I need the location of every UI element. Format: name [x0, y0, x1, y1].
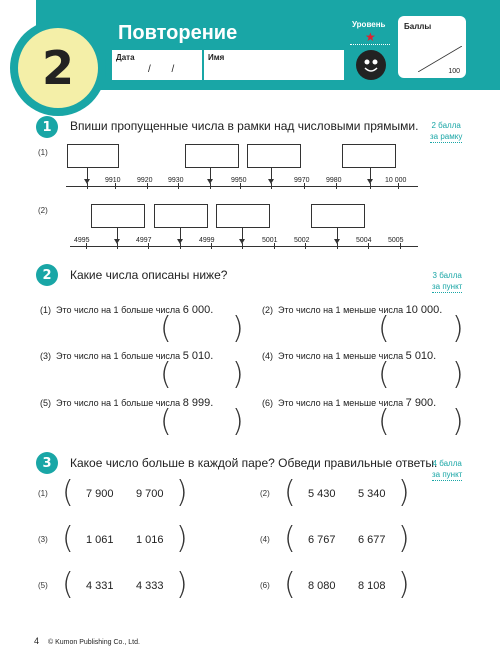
level-face-icon — [356, 50, 386, 80]
tick-label: 4995 — [74, 237, 90, 244]
pointer-arrow — [242, 228, 243, 240]
tick-mark — [337, 243, 338, 249]
tick-mark — [271, 183, 272, 189]
choice-number[interactable]: 6 677 — [358, 534, 386, 546]
choice-number[interactable]: 1 016 — [136, 534, 164, 546]
tick-label: 9950 — [231, 177, 247, 184]
copyright: © Kumon Publishing Co., Ltd. — [48, 639, 140, 646]
tick-mark — [370, 183, 371, 189]
answer-box[interactable] — [216, 204, 270, 228]
describe-item: (2) Это число на 1 меньше числа 10 000. — [262, 304, 443, 316]
tick-label: 5005 — [388, 237, 404, 244]
pair-bracket-close: ) — [176, 521, 188, 556]
tick-label: 5002 — [294, 237, 310, 244]
tick-mark — [117, 243, 118, 249]
tick-mark — [210, 183, 211, 189]
describe-item: (5) Это число на 1 больше числа 8 999. — [40, 397, 214, 409]
answer-box[interactable] — [311, 204, 365, 228]
describe-item: (6) Это число на 1 меньше числа 7 900. — [262, 397, 437, 409]
date-slashes: / / — [148, 64, 175, 75]
pair-bracket-open: ( — [62, 521, 74, 556]
date-field[interactable] — [112, 50, 202, 80]
level-divider — [350, 44, 390, 45]
pointer-arrow — [337, 228, 338, 240]
answer-bracket-close: ) — [452, 357, 464, 392]
describe-item: (4) Это число на 1 меньше числа 5 010. — [262, 350, 437, 362]
answer-box[interactable] — [247, 144, 301, 168]
section-2-number: 2 — [36, 264, 58, 286]
tick-label: 9930 — [168, 177, 184, 184]
tick-mark — [242, 243, 243, 249]
answer-bracket-close: ) — [232, 404, 244, 439]
answer-bracket-open: ( — [160, 357, 172, 392]
pair-sub: (2) — [260, 489, 270, 498]
answer-bracket-close: ) — [452, 311, 464, 346]
line-2-sub: (2) — [38, 206, 48, 215]
choice-number[interactable]: 5 340 — [358, 488, 386, 500]
tick-mark — [180, 243, 181, 249]
tick-label: 10 000 — [385, 177, 407, 184]
pair-bracket-open: ( — [284, 521, 296, 556]
describe-item: (1) Это число на 1 больше числа 6 000. — [40, 304, 214, 316]
number-line-1 — [66, 186, 418, 187]
section-1-number: 1 — [36, 116, 58, 138]
pair-bracket-close: ) — [398, 567, 410, 602]
date-label: Дата — [116, 53, 135, 62]
answer-bracket-open: ( — [378, 357, 390, 392]
score-label: Баллы — [404, 22, 432, 31]
choice-number[interactable]: 8 108 — [358, 580, 386, 592]
section-2-question: Какие числа описаны ниже? — [70, 268, 228, 282]
score-max: 100 — [448, 68, 460, 75]
unit-number: 2 — [18, 28, 98, 108]
pair-sub: (5) — [38, 581, 48, 590]
pointer-arrow — [370, 168, 371, 180]
pointer-arrow — [87, 168, 88, 180]
choice-number[interactable]: 8 080 — [308, 580, 336, 592]
score-box[interactable] — [398, 16, 466, 78]
answer-box[interactable] — [185, 144, 239, 168]
pair-sub: (6) — [260, 581, 270, 590]
section-1-question: Впиши пропущенные числа в рамки над числовыми прямыми. — [70, 119, 419, 133]
choice-number[interactable]: 4 331 — [86, 580, 114, 592]
answer-bracket-open: ( — [160, 404, 172, 439]
section-2-points: 3 балла за пункт — [432, 271, 463, 291]
pair-bracket-close: ) — [398, 521, 410, 556]
tick-label: 4999 — [199, 237, 215, 244]
choice-number[interactable]: 1 061 — [86, 534, 114, 546]
describe-item: (3) Это число на 1 больше числа 5 010. — [40, 350, 214, 362]
tick-label: 9970 — [294, 177, 310, 184]
choice-number[interactable]: 9 700 — [136, 488, 164, 500]
answer-box[interactable] — [67, 144, 119, 168]
answer-bracket-open: ( — [160, 311, 172, 346]
section-3-points: 4 балла за пункт — [432, 459, 463, 479]
tick-label: 9980 — [326, 177, 342, 184]
answer-bracket-open: ( — [378, 311, 390, 346]
choice-number[interactable]: 5 430 — [308, 488, 336, 500]
answer-bracket-open: ( — [378, 404, 390, 439]
section-1-points: 2 балла за рамку — [430, 121, 463, 141]
pair-bracket-open: ( — [284, 567, 296, 602]
pair-sub: (1) — [38, 489, 48, 498]
level-label: Уровень — [352, 20, 386, 29]
line-1-sub: (1) — [38, 148, 48, 157]
tick-mark — [87, 183, 88, 189]
number-line-2 — [70, 246, 418, 247]
answer-bracket-close: ) — [452, 404, 464, 439]
name-field[interactable] — [204, 50, 344, 80]
name-label: Имя — [208, 53, 225, 62]
page-title: Повторение — [118, 22, 238, 44]
pair-sub: (4) — [260, 535, 270, 544]
answer-bracket-close: ) — [232, 311, 244, 346]
pointer-arrow — [210, 168, 211, 180]
tick-label: 5004 — [356, 237, 372, 244]
star-icon: ★ — [365, 30, 376, 44]
choice-number[interactable]: 4 333 — [136, 580, 164, 592]
choice-number[interactable]: 7 900 — [86, 488, 114, 500]
answer-box[interactable] — [91, 204, 145, 228]
pair-bracket-open: ( — [284, 475, 296, 510]
page-number: 4 — [34, 636, 40, 646]
pair-bracket-close: ) — [398, 475, 410, 510]
tick-label: 9920 — [137, 177, 153, 184]
section-3-question: Какое число больше в каждой паре? Обведи правильные ответы. — [70, 456, 438, 470]
tick-label: 4997 — [136, 237, 152, 244]
pointer-arrow — [117, 228, 118, 240]
pair-bracket-open: ( — [62, 475, 74, 510]
pointer-arrow — [271, 168, 272, 180]
tick-label: 5001 — [262, 237, 278, 244]
section-3-number: 3 — [36, 452, 58, 474]
answer-box[interactable] — [342, 144, 396, 168]
pair-bracket-open: ( — [62, 567, 74, 602]
pair-bracket-close: ) — [176, 475, 188, 510]
pair-bracket-close: ) — [176, 567, 188, 602]
tick-label: 9910 — [105, 177, 121, 184]
answer-bracket-close: ) — [232, 357, 244, 392]
pair-sub: (3) — [38, 535, 48, 544]
pointer-arrow — [180, 228, 181, 240]
choice-number[interactable]: 6 767 — [308, 534, 336, 546]
answer-box[interactable] — [154, 204, 208, 228]
